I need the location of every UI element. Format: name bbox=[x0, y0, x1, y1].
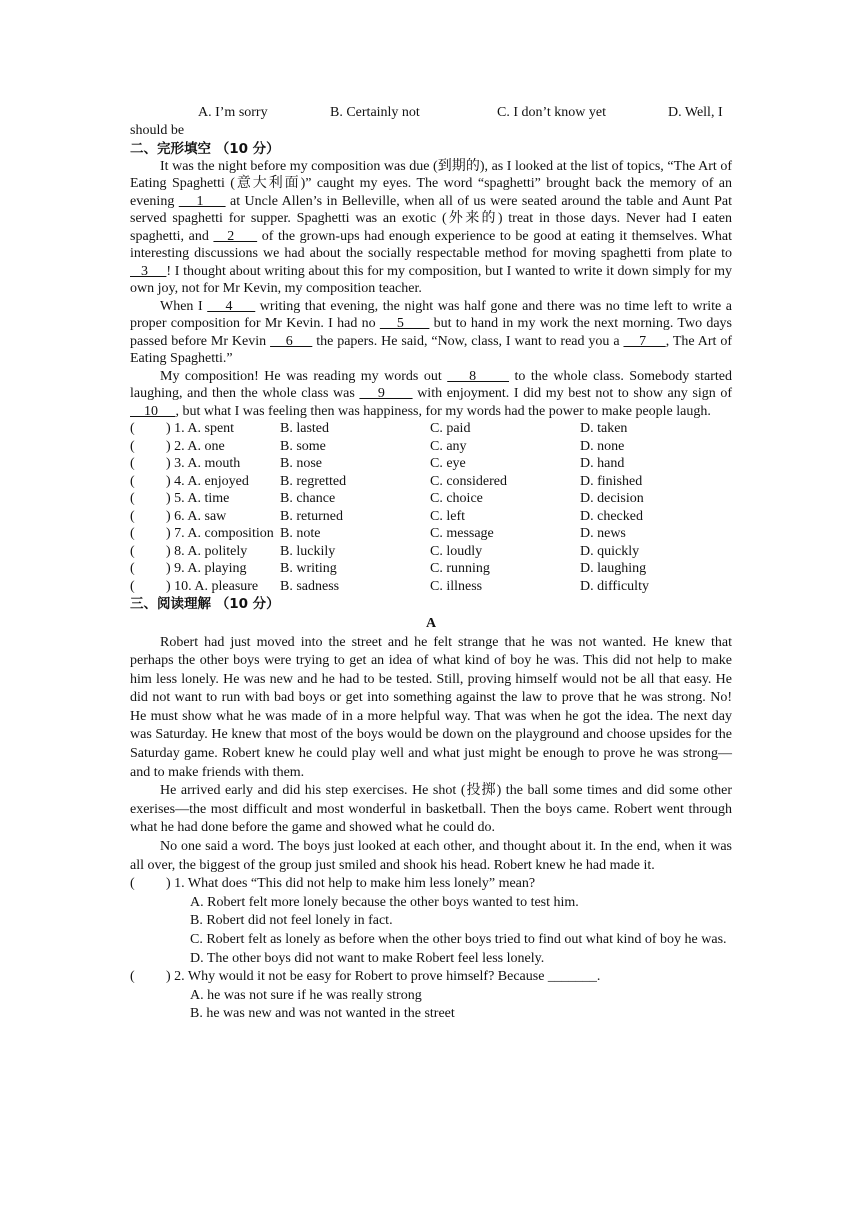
answer-paren[interactable]: ( bbox=[130, 969, 135, 985]
reading-paragraph-1: Robert had just moved into the street and he felt strange that he was not wanted. He knew that perhaps the other boys were trying to get an idea of what kind of boy he was. This did not help to make him less lonely. He was new and he had to be tested. Still, proving himself would not be all that easy. He did not want to run with bad boys or get into something against the law to prove that he was strong. No! He must show what he was made of in a more helpful way. That was when he got the idea. The next day was Saturday. He knew that most of the boys would be down on the playground and choose upsides for the Saturday game. Robert knew he could play well and what just might be enough to prove he was strong—and to make friends with them. bbox=[130, 634, 732, 780]
blank-10: 10 bbox=[130, 403, 176, 419]
option-b: B. luckily bbox=[280, 543, 336, 559]
option-b: B. returned bbox=[280, 508, 343, 524]
cloze-paragraph-1 bbox=[130, 158, 732, 298]
choice-b: B. Robert did not feel lonely in fact. bbox=[190, 913, 393, 929]
choice-d: D. The other boys did not want to make Robert feel less lonely. bbox=[190, 950, 545, 966]
option-c: C. left bbox=[430, 508, 465, 524]
option-c: C. choice bbox=[430, 491, 483, 506]
option-a: A. I’m sorry bbox=[198, 105, 268, 120]
text: My composition! He was reading my words out bbox=[160, 368, 448, 384]
option-c: C. running bbox=[430, 561, 490, 576]
reading-question-2 bbox=[130, 968, 732, 987]
cloze-question-row bbox=[130, 508, 732, 526]
text: the papers. He said, “Now, class, I want to read you a bbox=[312, 333, 624, 349]
answer-paren[interactable]: ( bbox=[130, 876, 135, 892]
question-stem: ) 2. Why would it not be easy for Robert to prove himself? Because _______. bbox=[166, 969, 601, 985]
option-c: C. considered bbox=[430, 473, 507, 489]
option-d: D. Well, I bbox=[668, 105, 723, 120]
cloze-question-row bbox=[130, 455, 732, 473]
option-d-wrap: should be bbox=[130, 123, 185, 138]
option-d: D. finished bbox=[580, 473, 643, 489]
choice-c: C. Robert felt as lonely as before when the other boys tried to find out what kind of boy he was. bbox=[190, 932, 727, 947]
text: writing that evening, the night was half gone and there was no time left to write a proper composition for Mr Kevin. I had no bbox=[130, 298, 733, 331]
blank-5: 5 bbox=[379, 316, 430, 331]
option-c: C. paid bbox=[430, 421, 471, 436]
passage-label: A bbox=[425, 616, 437, 631]
option-a: ) 6. A. saw bbox=[166, 508, 227, 524]
answer-paren[interactable]: ( bbox=[130, 543, 135, 559]
answer-paren[interactable]: ( bbox=[130, 526, 135, 541]
text: at Uncle Allen’s in Belleville, when all of us were seated around the table and Aunt Pat served spaghetti for supper. Spaghetti was an exotic (外来的) treat in those days. Never had I eaten spaghetti, and bbox=[130, 193, 732, 244]
answer-paren[interactable]: ( bbox=[130, 508, 135, 524]
cloze-question-row bbox=[130, 438, 732, 456]
answer-paren[interactable]: ( bbox=[130, 491, 135, 506]
option-b: B. sadness bbox=[280, 578, 340, 594]
blank-1: 1 bbox=[178, 193, 226, 209]
choice-b: B. he was new and was not wanted in the street bbox=[190, 1006, 455, 1022]
option-d: D. laughing bbox=[580, 561, 647, 576]
option-a: ) 1. A. spent bbox=[166, 421, 235, 436]
question-stem: ) 1. What does “This did not help to make him less lonely” mean? bbox=[166, 876, 536, 892]
option-a: ) 9. A. playing bbox=[166, 561, 247, 576]
option-d: D. hand bbox=[580, 456, 625, 471]
option-b: B. note bbox=[280, 526, 321, 541]
answer-paren[interactable]: ( bbox=[130, 578, 135, 594]
answer-paren[interactable]: ( bbox=[130, 473, 135, 489]
reading-paragraph-3: No one said a word. The boys just looked at each other, and thought about it. In the end, when it was all over, the biggest of the group just smiled and shook his head. Robert knew he had made it. bbox=[130, 839, 732, 873]
option-a: ) 2. A. one bbox=[166, 438, 225, 454]
cloze-paragraph-2 bbox=[130, 298, 732, 368]
option-b: B. writing bbox=[280, 561, 337, 576]
cloze-question-row bbox=[130, 525, 732, 543]
option-b: B. nose bbox=[280, 456, 322, 471]
worksheet-page bbox=[130, 104, 732, 1024]
text: of the grown-ups had enough experience to be good at eating it themselves. What interesting discussions we had about the socially respectable method for moving spaghetti from plate to bbox=[130, 228, 732, 261]
cloze-questions bbox=[130, 420, 732, 595]
text: It was the night before my composition was due (到期的), as I looked at the list of topics, “The Art of Eating Spaghetti (意大利面)” caught my eyes. The word “spaghetti” brought back the memory of an evening bbox=[130, 158, 732, 209]
option-d: D. checked bbox=[580, 508, 643, 524]
cloze-question-row bbox=[130, 420, 732, 438]
blank-6: 6 bbox=[270, 333, 313, 349]
option-a: ) 10. A. pleasure bbox=[166, 578, 259, 594]
text: , but what I was feeling then was happiness, for my words had the power to make people laugh. bbox=[175, 403, 711, 419]
text: but to hand in my work the next morning. Two days passed before Mr Kevin bbox=[130, 316, 732, 349]
option-c: C. I don’t know yet bbox=[497, 105, 607, 120]
answer-paren[interactable]: ( bbox=[130, 438, 135, 454]
answer-paren[interactable]: ( bbox=[130, 561, 135, 576]
option-d: D. quickly bbox=[580, 543, 640, 559]
blank-3: 3 bbox=[130, 263, 167, 279]
blank-2: 2 bbox=[213, 228, 258, 244]
blank-9: 9 bbox=[359, 386, 413, 401]
blank-7: 7 bbox=[623, 333, 666, 349]
option-d: D. news bbox=[580, 526, 626, 541]
reading-question-1 bbox=[130, 875, 732, 894]
option-a: ) 4. A. enjoyed bbox=[166, 473, 249, 489]
cloze-question-row bbox=[130, 560, 732, 578]
option-d: D. none bbox=[580, 438, 625, 454]
option-b: B. Certainly not bbox=[330, 105, 420, 120]
previous-question-options bbox=[130, 104, 732, 122]
option-a: ) 7. A. composition bbox=[166, 526, 274, 541]
option-c: C. message bbox=[430, 526, 494, 541]
option-b: B. regretted bbox=[280, 473, 347, 489]
choice-a: A. Robert felt more lonely because the other boys wanted to test him. bbox=[190, 894, 579, 910]
option-a: ) 8. A. politely bbox=[166, 543, 248, 559]
cloze-question-row bbox=[130, 473, 732, 491]
section-cloze-title: 二、完形填空 （10 分） bbox=[130, 140, 280, 157]
answer-paren[interactable]: ( bbox=[130, 421, 135, 436]
option-c: C. any bbox=[430, 438, 467, 454]
text: , The Art of Eating Spaghetti.” bbox=[130, 333, 733, 366]
reading-paragraph-2: He arrived early and did his step exercises. He shot (投掷) the ball some times and did some other exerises—the most difficult and most wonderful in basketball. Then the boys came. Robert went through what he had done before the game and showed what he could do. bbox=[130, 783, 732, 836]
text: ! I thought about writing about this for my composition, but I wanted to write it down simply for my own joy, not for Mr Kevin, my composition teacher. bbox=[130, 263, 732, 296]
option-a: ) 3. A. mouth bbox=[166, 456, 241, 471]
option-b: B. some bbox=[280, 438, 326, 454]
blank-8: 8 bbox=[447, 368, 509, 384]
option-b: B. chance bbox=[280, 491, 336, 506]
cloze-question-row bbox=[130, 578, 732, 596]
option-b: B. lasted bbox=[280, 421, 329, 436]
option-d: D. taken bbox=[580, 421, 628, 436]
option-c: C. illness bbox=[430, 578, 483, 594]
cloze-paragraph-3 bbox=[130, 368, 732, 421]
cloze-question-row bbox=[130, 543, 732, 561]
text: When I bbox=[160, 298, 208, 314]
cloze-question-row bbox=[130, 490, 732, 508]
text: with enjoyment. I did my best not to show any sign of bbox=[412, 386, 732, 401]
answer-paren[interactable]: ( bbox=[130, 456, 135, 471]
section-reading-title: 三、阅读理解 （10 分） bbox=[130, 596, 280, 612]
choice-a: A. he was not sure if he was really strong bbox=[190, 987, 422, 1003]
option-a: ) 5. A. time bbox=[166, 491, 230, 506]
option-d: D. decision bbox=[580, 491, 644, 506]
option-d: D. difficulty bbox=[580, 578, 649, 594]
blank-4: 4 bbox=[207, 298, 256, 314]
option-c: C. eye bbox=[430, 456, 466, 471]
text: to the whole class. Somebody started laughing, and then the whole class was bbox=[130, 368, 732, 401]
option-c: C. loudly bbox=[430, 543, 483, 559]
